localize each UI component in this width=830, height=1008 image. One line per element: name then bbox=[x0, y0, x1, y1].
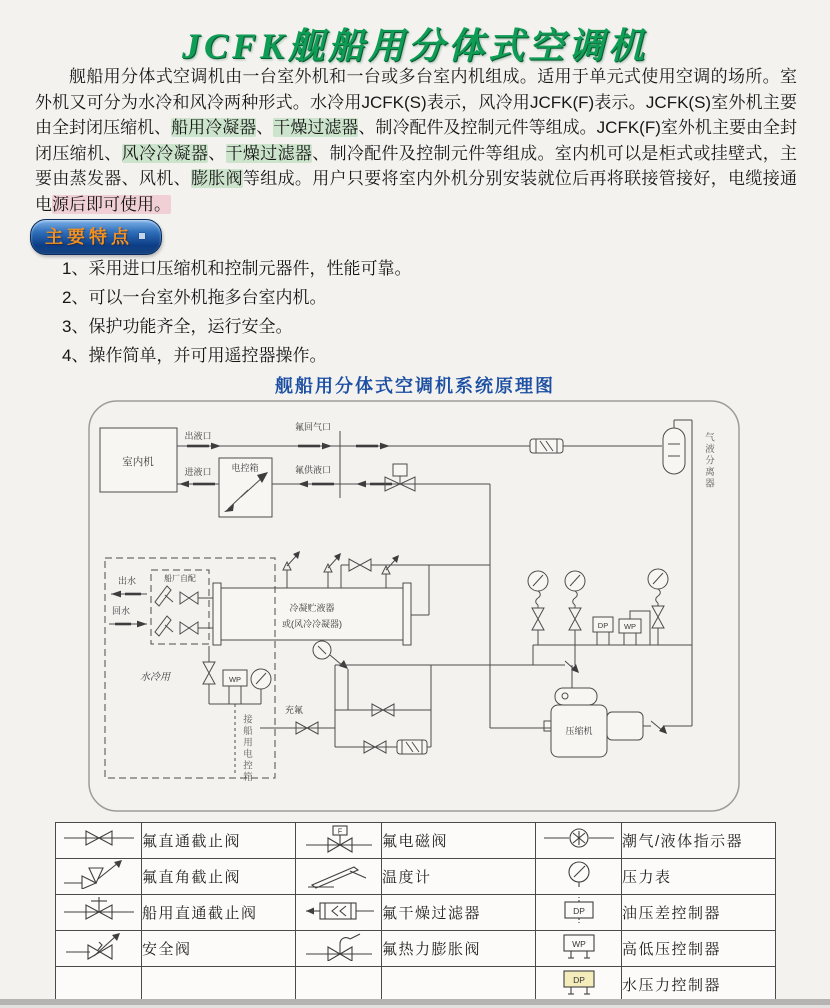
compressor-group bbox=[335, 661, 692, 757]
thermometer-icon bbox=[300, 859, 378, 889]
wp-box-label: WP bbox=[623, 622, 637, 631]
angle-stop-valve-icon bbox=[341, 559, 490, 588]
high-low-pressure-controller-icon bbox=[540, 931, 618, 961]
gas-return-port-label: 氟回气口 bbox=[294, 422, 332, 432]
legend-label: 温度计 bbox=[382, 859, 536, 895]
shipyard-supplied-label: 船厂自配 bbox=[164, 574, 196, 583]
condenser-label-2: 或(风冷冷凝器) bbox=[282, 619, 342, 629]
intro-segment: 舰船用分体式空调机由一台室外机和一台或多台室内机组成。适用于单元式使用空调的场所。室外机又可分为水冷和风冷两种形式。水冷用JCFK(S)表示，风冷用JCFK(F)表示。JCFK(S)室外机主要由全封闭压缩机、 bbox=[35, 67, 797, 138]
water-out-label: 出水 bbox=[117, 576, 137, 586]
wp-box-label: WP bbox=[228, 675, 242, 684]
solenoid-f-label: F bbox=[337, 828, 342, 836]
legend-table bbox=[55, 822, 776, 1003]
legend-label: 氟干燥过滤器 bbox=[382, 895, 536, 931]
pressure-gauge-icon bbox=[540, 859, 618, 889]
highlighted-term: 干燥过滤器 bbox=[225, 143, 313, 163]
high-low-pressure-controller-icon bbox=[619, 611, 650, 645]
highlighted-term: 船用冷凝器 bbox=[171, 118, 257, 138]
pressure-gauge-icon bbox=[565, 571, 585, 645]
solenoid-valve-icon bbox=[300, 823, 378, 853]
features-list bbox=[62, 254, 411, 370]
charge-label: 充氟 bbox=[284, 705, 304, 715]
pressure-gauge-icon bbox=[648, 569, 668, 645]
water-cooled-label: 水冷用 bbox=[140, 672, 170, 683]
water-return-label: 回水 bbox=[111, 606, 131, 616]
straight-stop-valve-icon bbox=[60, 823, 138, 853]
legend-label: 潮气/液体指示器 bbox=[622, 823, 776, 859]
moisture-liquid-indicator-icon bbox=[540, 823, 618, 853]
legend-label: 安全阀 bbox=[142, 931, 296, 967]
legend-row bbox=[56, 967, 776, 1003]
intro-segment: 、制冷配件及控制元件等组成。JCFK(F)室外机主要由全封闭压缩机、 bbox=[35, 118, 798, 163]
gas-liquid-separator-icon bbox=[663, 420, 692, 726]
legend-label: 高低压控制器 bbox=[622, 931, 776, 967]
filter-drier-icon bbox=[300, 895, 378, 925]
legend-row bbox=[56, 823, 776, 859]
feature-item: 4、操作简单，并可用遥控器操作。 bbox=[62, 346, 327, 365]
legend-row bbox=[56, 931, 776, 967]
legend-label: 油压差控制器 bbox=[622, 895, 776, 931]
water-pressure-cluster bbox=[203, 646, 271, 776]
intro-paragraph bbox=[35, 64, 797, 218]
highlighted-phrase: 源后即可使用。 bbox=[52, 194, 171, 214]
to-control-box-label: 接船用电控箱 bbox=[241, 714, 252, 783]
features-badge-label: 主要特点 bbox=[45, 227, 133, 247]
legend-label: 氟直通截止阀 bbox=[142, 823, 296, 859]
angle-stop-valve-icon bbox=[60, 859, 138, 889]
highlighted-term: 风冷冷凝器 bbox=[121, 143, 209, 163]
intro-segment: 、制冷配件及控制元件等组成。室内机可以是柜式或挂壁式，主要由蒸发器、风机、 bbox=[35, 143, 798, 189]
thermometer-icon bbox=[155, 586, 173, 606]
legend-label: 氟电磁阀 bbox=[382, 823, 536, 859]
thermal-expansion-valve-icon bbox=[300, 931, 378, 961]
system-diagram bbox=[85, 398, 745, 816]
empty-cell bbox=[56, 967, 142, 1003]
legend-label: 船用直通截止阀 bbox=[142, 895, 296, 931]
indoor-unit-box bbox=[100, 428, 177, 492]
legend-label bbox=[382, 967, 536, 1003]
solenoid-valve-icon bbox=[385, 464, 415, 491]
legend-row bbox=[56, 895, 776, 931]
feature-item: 1、采用进口压缩机和控制元器件，性能可靠。 bbox=[62, 259, 412, 278]
oil-pressure-controller-icon bbox=[593, 617, 613, 645]
dp-symbol-label: DP bbox=[572, 906, 585, 916]
legend-label bbox=[142, 967, 296, 1003]
condenser-label-1: 冷凝贮液器 bbox=[289, 603, 335, 613]
legend-label: 压力表 bbox=[622, 859, 776, 895]
dp-box-label: DP bbox=[597, 621, 609, 630]
oil-pressure-controller-icon bbox=[540, 895, 618, 925]
control-box-label: 电控箱 bbox=[231, 463, 259, 473]
filter-drier-icon bbox=[397, 740, 427, 754]
feature-item: 2、可以一台室外机拖多台室内机。 bbox=[62, 288, 327, 307]
intro-segment: 、 bbox=[208, 143, 226, 163]
marine-straight-stop-valve-icon bbox=[60, 895, 138, 925]
feature-item: 3、保护功能齐全，运行安全。 bbox=[62, 317, 293, 336]
diagram-title: 舰船用分体式空调机系统原理图 bbox=[275, 376, 555, 396]
features-badge bbox=[30, 219, 162, 255]
legend-label: 水压力控制器 bbox=[622, 967, 776, 1003]
pressure-gauge-icon bbox=[528, 571, 548, 645]
sight-glass-icon bbox=[313, 641, 348, 710]
liquid-supply-port-label: 氟供液口 bbox=[294, 465, 332, 475]
filter-drier-icon bbox=[530, 439, 563, 453]
shipyard-supplied-box bbox=[151, 570, 213, 644]
legend-label: 氟直角截止阀 bbox=[142, 859, 296, 895]
gauge-manifold bbox=[528, 569, 692, 665]
legend-row bbox=[56, 859, 776, 895]
page-title: JCFK舰船用分体式空调机 bbox=[181, 26, 649, 66]
legend-table-wrap bbox=[55, 822, 776, 1003]
legend-label: 氟热力膨胀阀 bbox=[382, 931, 536, 967]
water-pressure-controller-icon bbox=[540, 967, 618, 997]
liquid-outlet-label: 出液口 bbox=[184, 431, 212, 441]
compressor-label: 压缩机 bbox=[565, 726, 593, 736]
badge-ornament bbox=[139, 233, 145, 239]
charge-cluster bbox=[260, 665, 431, 754]
highlighted-term: 干燥过滤器 bbox=[273, 118, 359, 138]
empty-cell bbox=[296, 967, 382, 1003]
separator-label: 气液分离器 bbox=[703, 432, 714, 490]
system-schematic bbox=[85, 398, 745, 816]
intro-segment: 等组成。用户只要将室内外机分别安装就位后再将联接管接好，电缆接通电 bbox=[35, 169, 798, 214]
thermometer-icon bbox=[155, 616, 173, 636]
intro-segment: 、 bbox=[256, 118, 274, 138]
safety-valve-icon bbox=[60, 931, 138, 961]
electric-control-box bbox=[219, 458, 272, 517]
dp-water-symbol-label: DP bbox=[572, 975, 585, 985]
liquid-inlet-label: 进液口 bbox=[184, 467, 212, 477]
highlighted-term: 膨胀阀 bbox=[190, 169, 243, 189]
indoor-unit-label: 室内机 bbox=[122, 456, 154, 468]
wp-symbol-label: WP bbox=[571, 939, 586, 949]
